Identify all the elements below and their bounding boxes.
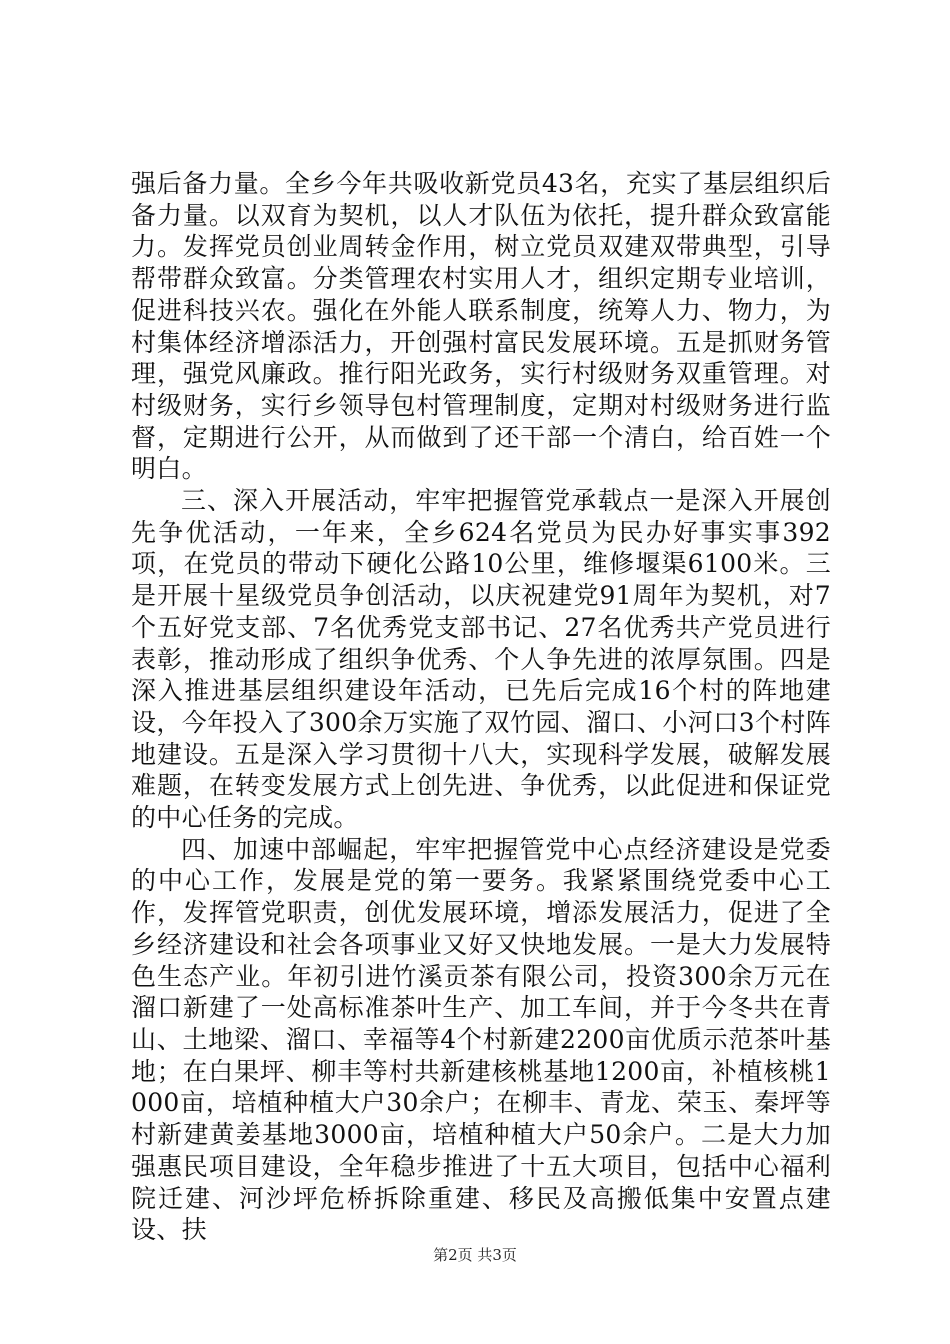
paragraph-continuation: 强后备力量。全乡今年共吸收新党员43名，充实了基层组织后备力量。以双育为契机，以人才队伍为依托，提升群众致富能力。发挥党员创业周转金作用，树立党员双建双带典型，引导帮带群众致富。分类管理农村实用人才，组织定期专业培训，促进科技兴农。强化在外能人联系制度，统筹人力、物力，为村集体经济增添活力，开创强村富民发展环境。五是抓财务管理，强党风廉政。推行阳光政务，实行村级财务双重管理。对村级财务，实行乡领导包村管理制度，定期对村级财务进行监督，定期进行公开，从而做到了还干部一个清白，给百姓一个明白。 [131,169,831,484]
paragraph-section-four: 四、加速中部崛起，牢牢把握管党中心点经济建设是党委的中心工作，发展是党的第一要务。我紧紧围绕党委中心工作，发挥管党职责，创优发展环境，增添发展活力，促进了全乡经济建设和社会各项事业又好又快地发展。一是大力发展特色生态产业。年初引进竹溪贡茶有限公司，投资300余万元在溜口新建了一处高标准茶叶生产、加工车间，并于今冬共在青山、土地梁、溜口、幸福等4个村新建2200亩优质示范茶叶基地；在白果坪、柳丰等村共新建核桃基地1200亩，补植核桃1000亩，培植种植大户30余户；在柳丰、青龙、荣玉、秦坪等村新建黄姜基地3000亩，培植种植大户50余户。二是大力加强惠民项目建设，全年稳步推进了十五大项目，包括中心福利院迁建、河沙坪危桥拆除重建、移民及高搬低集中安置点建设、扶 [131,834,831,1245]
paragraph-section-three: 三、深入开展活动，牢牢把握管党承载点一是深入开展创先争优活动，一年来，全乡624名党员为民办好事实事392项，在党员的带动下硬化公路10公里，维修堰渠6100米。三是开展十星级党员争创活动，以庆祝建党91周年为契机，对7个五好党支部、7名优秀党支部书记、27名优秀共产党员进行表彰，推动形成了组织争优秀、个人争先进的浓厚氛围。四是深入推进基层组织建设年活动，已先后完成16个村的阵地建设，今年投入了300余万实施了双竹园、溜口、小河口3个村阵地建设。五是深入学习贯彻十八大，实现科学发展，破解发展难题，在转变发展方式上创先进、争优秀，以此促进和保证党的中心任务的完成。 [131,486,831,833]
page-footer: 第2页 共3页 [433,1246,517,1264]
body-text [131,168,831,1246]
